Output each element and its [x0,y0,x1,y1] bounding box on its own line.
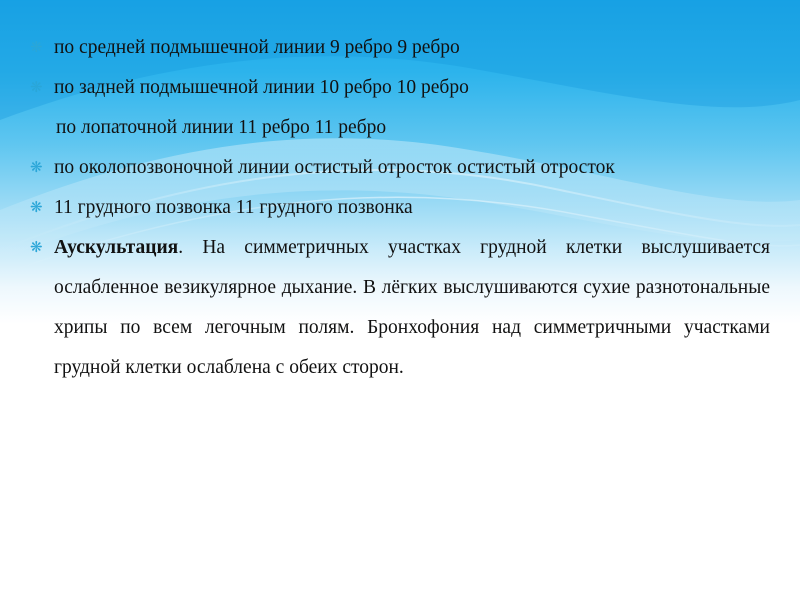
list-item-text: 11 грудного позвонка 11 грудного позвонка [54,197,413,218]
list-item [30,188,770,228]
list-item [30,28,770,68]
asterisk-icon: ❋ [30,240,43,256]
asterisk-icon: ❋ [30,40,43,56]
asterisk-icon: ❋ [30,200,43,216]
list-item-auscultation [30,228,770,388]
list-item [30,148,770,188]
asterisk-icon: ❋ [30,160,43,176]
asterisk-icon: ❋ [30,80,43,96]
list-item [30,68,770,108]
bullet-list [30,28,770,388]
list-item [30,108,770,148]
list-item-text [54,228,770,388]
list-item-text: по задней подмышечной линии 10 ребро 10 ребро [54,77,469,98]
list-item-text: по околопозвоночной линии остистый отросток остистый отросток [54,157,615,178]
list-item-text: по средней подмышечной линии 9 ребро 9 ребро [54,37,460,58]
list-item-text: по лопаточной линии 11 ребро 11 ребро [56,117,387,138]
auscultation-text: . На симметричных участках грудной клетки выслушивается ослабленное везикулярное дыхание. В лёгких выслушиваются сухие разнотональные хрипы по всем легочным полям. Бронхофония над симметричными участками грудной клетки ослаблена с обеих сторон. [54,237,770,378]
auscultation-heading: Аускультация [54,237,179,258]
